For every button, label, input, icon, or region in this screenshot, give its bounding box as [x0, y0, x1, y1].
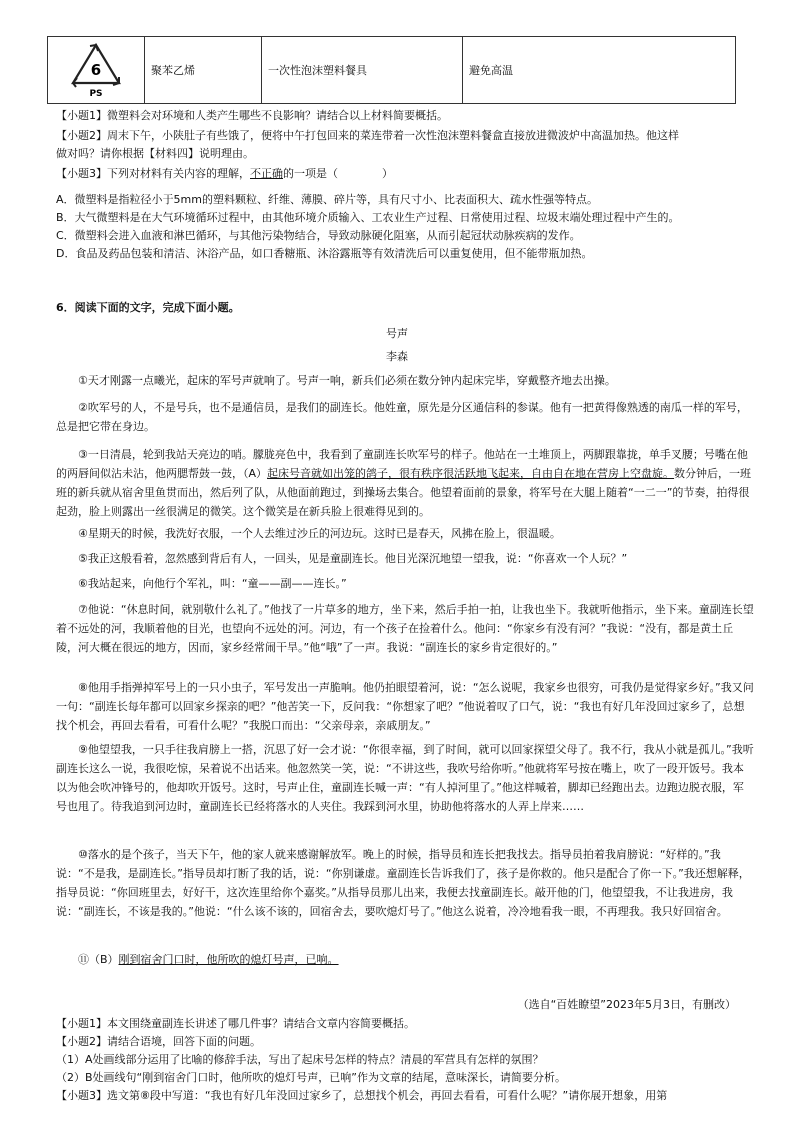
q6-subquestion-3: 【小题3】选文第⑧段中写道：“我也有好几年没回过家乡了，总想找个机会，再回去看看，可看什么呢？”请你展开想象，用第 — [56, 1089, 668, 1102]
paragraph-7: ⑦他说：“休息时间，就别敬什么礼了。”他找了一片草多的地方，坐下来，然后手拍一拍，让我也坐下。我就听他指示，坐下来。童副连长望着不远处的河，我顺着他的目光，也望向不远处的河。河边，有一个孩子在捡着什么。他问：“你家乡有没有河？”我说：“没有，都是黄土丘陵，河大概在很远的地方，因而，家乡经常闹干旱。”他“哦”了一声。我说：“副连长的家乡肯定很好的。” — [56, 603, 754, 654]
q6-subquestion-2-part-2: （2）B处画线句“刚到宿舍门口时，他所吹的熄灯号声，已响”作为文章的结尾，意味深长，请简要分析。 — [56, 1071, 566, 1084]
q5-option-d: D．食品及药品包装和清洁、沐浴产品，如口香糖瓶、沐浴露瓶等有效清洗后可以重复使用，但不能带瓶加热。 — [56, 247, 593, 260]
article-author: 李森 — [386, 350, 408, 363]
recycle-symbol-icon — [66, 39, 126, 99]
paragraph-4: ④星期天的时候，我洗好衣服，一个人去维过沙丘的河边玩。这时已是春天，风拂在脸上，很温暖。 — [78, 527, 561, 540]
paragraph-10: ⑩落水的是个孩子，当天下午，他的家人就来感谢解放军。晚上的时候，指导员和连长把我找去。指导员拍着我肩膀说：“好样的。”我说：“不是我，是副连长。”指导员却打断了我的话，说：“你别谦虚。童副连长告诉我们了，孩子是你救的。他只是配合了你一下。”我还想解释，指导员说：“你回班里去，好好干，这次连里给你个嘉奖。”从指导员那儿出来，我便去找童副连长。敲开他的门，他望望我，不让我进房，我说：“副连长，不该是我的。”他说：“什么该不该的，回宿舍去，要吹熄灯号了。”他这么说着，冷冷地看我一眼，不再理我。我只好回宿舍。 — [56, 848, 750, 918]
q6-subquestion-2-part-1: （1）A处画线部分运用了比喻的修辞手法，写出了起床号怎样的特点？清晨的军营具有怎样的氛围？ — [56, 1053, 544, 1066]
article-title: 号声 — [386, 327, 408, 340]
use-cell: 一次性泡沫塑料餐具 — [262, 37, 463, 104]
q5-subquestion-1: 【小题1】微塑料会对环境和人类产生哪些不良影响？请结合以上材料简要概括。 — [56, 109, 448, 122]
article-source: （选自“百姓瞭望”2023年5月3日，有删改） — [517, 998, 736, 1011]
note-cell: 避免高温 — [463, 37, 736, 104]
paragraph-3 — [56, 445, 754, 521]
table-row — [48, 37, 736, 104]
q5-subquestion-2-line2: 做对吗？请你根据【材料四】说明理由。 — [56, 147, 254, 160]
plastic-table — [47, 36, 736, 104]
underline-b: 刚到宿舍门口时，他所吹的熄灯号声，已响。 — [118, 953, 339, 966]
paragraph-8: ⑧他用手指弹掉军号上的一只小虫子，军号发出一声脆响。他仍拍眼望着河，说：“怎么说呢，我家乡也很穷，可我仍是觉得家乡好。”我又问一句：“副连长每年都可以回家乡探亲的吧？”他苦笑一下，反问我：“你想家了吧？”他说着叹了口气，说：“我也有好几年没回过家乡了，总想找个机会，再回去看看，可看什么呢？”我脱口而出：“父亲母亲，亲戚朋友。” — [56, 681, 754, 732]
q5-q3-prefix: 【小题3】下列对材料有关内容的理解， — [56, 167, 250, 180]
q5-q3-suffix: 的一项是（ ） — [283, 167, 393, 180]
q5-subquestion-2-line1: 【小题2】周末下午，小陕肚子有些饿了，便将中午打包回来的菜连带着一次性泡沫塑料餐盒直接放进微波炉中高温加热。他这样 — [56, 129, 679, 142]
paragraph-9: ⑨他望望我，一只手往我肩膀上一搭，沉思了好一会才说：“你很幸福，到了时间，就可以回家探望父母了。我不行，我从小就是孤儿。”我听副连长这么一说，我很吃惊，呆着说不出话来。他忽然笑一笑，说：“不讲这些，我吹号给你听。”他就将军号按在嘴上，吹了一段开饭号。我本以为他会吹冲锋号的，他却吹开饭号。这时，号声止住，童副连长喊一声：“有人掉河里了。”他这样喊着，脚却已经跑出去。边跑边脱衣服，军号也甩了。待我追到河边时，童副连长已经将落水的人夹住。我踩到河水里，协助他将落水的人弄上岸来…… — [56, 743, 754, 813]
paragraph-3-start: ③一日清晨，轮到我站天亮边的哨。朦胧亮色中，我看到了童副连长吹军号的样子。他站在一土堆顶上，两脚跟靠拢，单手叉腰；号嘴在他的两唇间似沾未沾，他两腮帮鼓一鼓，（A） — [56, 448, 748, 480]
paragraph-3-end: 数分钟后，一班班的新兵就从宿舍里鱼贯而出，然后列了队，从他面前跑过，到操场去集合。他望着面前的景象，将军号在大腿上随着“一二一”的节奏，拍得很起劲，脸上则露出一丝很满足的微笑。这个微笑是在新兵脸上很难得见到的。 — [56, 467, 752, 518]
underline-a: 起床号音就如出笼的鸽子，很有秩序很活跃地飞起来，自由自在地在营房上空盘旋。 — [267, 467, 675, 480]
paragraph-11-label: ⑪（B） — [78, 953, 119, 966]
section-6-heading: 6．阅读下面的文字，完成下面小题。 — [56, 301, 240, 314]
q5-option-c: C．微塑料会进入血液和淋巴循环，与其他污染物结合，导致动脉硬化阻塞，从而引起冠状动脉疾病的发作。 — [56, 229, 581, 242]
q5-subquestion-3 — [56, 166, 754, 182]
q5-option-a: A．微塑料是指粒径小于5mm的塑料颗粒、纤维、薄膜、碎片等，具有尺寸小、比表面积大、疏水性强等特点。 — [56, 193, 598, 206]
recycle-code: 6 — [90, 60, 102, 79]
recycle-code-cell — [48, 37, 145, 104]
recycle-abbr: PS — [89, 88, 103, 99]
material-cell: 聚苯乙烯 — [145, 37, 262, 104]
q6-subquestion-1: 【小题1】本文围绕童副连长讲述了哪几件事？请结合文章内容简要概括。 — [56, 1017, 415, 1030]
q6-subquestion-2: 【小题2】请结合语境，回答下面的问题。 — [56, 1035, 261, 1048]
paragraph-11 — [56, 950, 754, 969]
paragraph-2: ②吹军号的人，不是号兵，也不是通信员，是我们的副连长。他姓童，原先是分区通信科的参谋。他有一把黄得像熟透的南瓜一样的军号，总是把它带在身边。 — [56, 401, 748, 433]
paragraph-6: ⑥我站起来，向他行个军礼，叫：“童——副——连长。” — [78, 577, 347, 590]
paragraph-5: ⑤我正这般看着，忽然感到背后有人，一回头，见是童副连长。他目光深沉地望一望我，说：“你喜欢一个人玩？” — [78, 552, 628, 565]
paragraph-1: ①天才刚露一点曦光，起床的军号声就响了。号声一响，新兵们必须在数分钟内起床完毕，穿戴整齐地去出操。 — [78, 374, 616, 387]
q5-q3-emphasis: 不正确 — [250, 167, 283, 180]
q5-option-b: B．大气微塑料是在大气环境循环过程中，由其他环境介质输入、工农业生产过程、日常使用过程、垃圾末端处理过程中产生的。 — [56, 211, 680, 224]
